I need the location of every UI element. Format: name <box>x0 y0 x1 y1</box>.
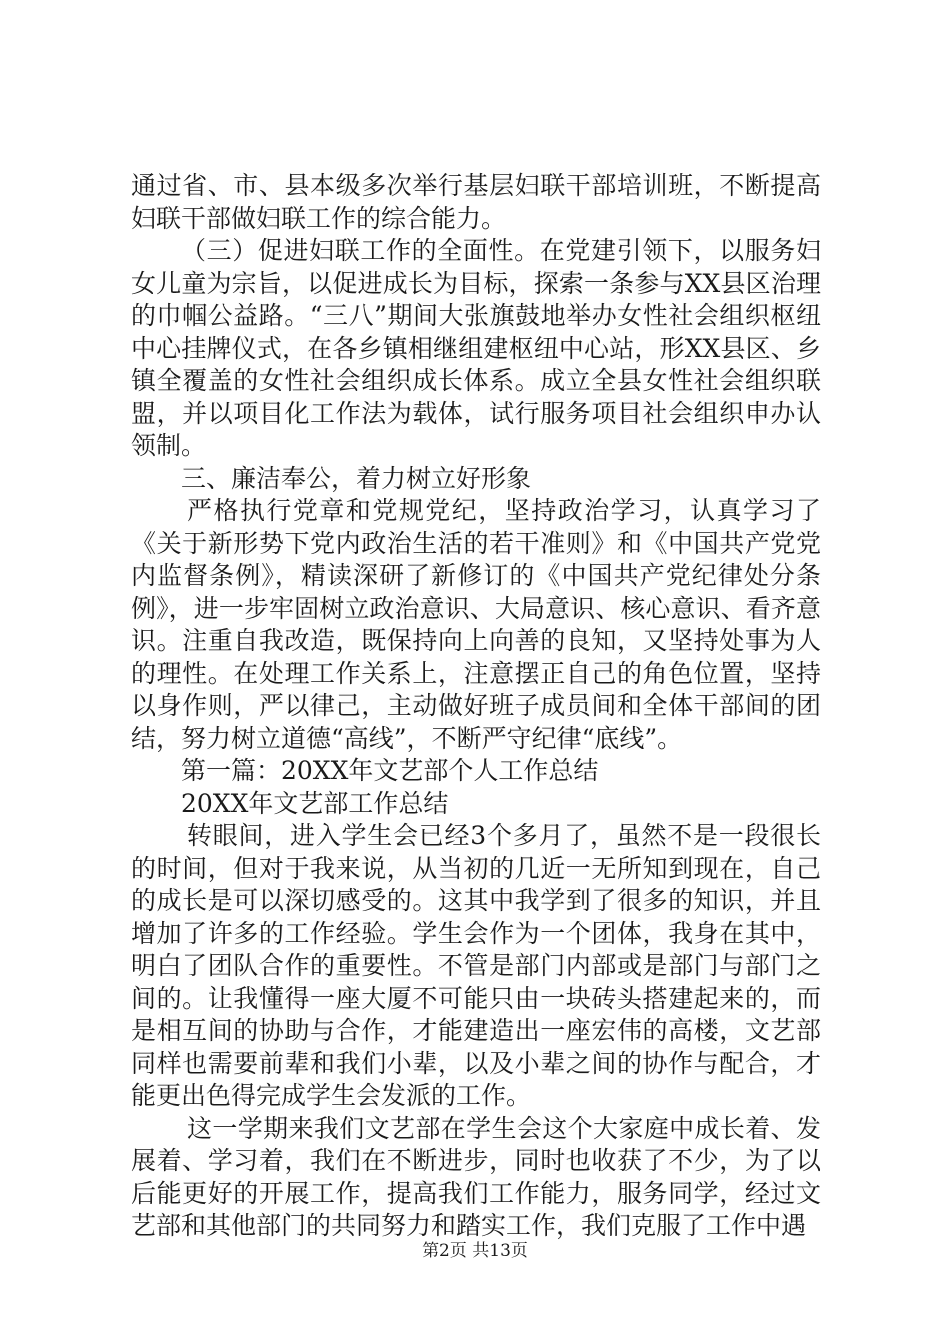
paragraph-section-3-sub: （三）促进妇联工作的全面性。在党建引领下，以服务妇女儿童为宗旨，以促进成长为目标，探索一条参与XX县区治理的巾帼公益路。“三八”期间大张旗鼓地举办女性社会组织枢纽中心挂牌仪式，在各乡镇相继组建枢纽中心站，形XX县区、乡镇全覆盖的女性社会组织成长体系。成立全县女性社会组织联盟，并以项目化工作法为载体，试行服务项目社会组织申办认领制。 <box>131 236 821 460</box>
article-subtitle: 20XX年文艺部工作总结 <box>181 788 449 818</box>
paragraph-continuation: 通过省、市、县本级多次举行基层妇联干部培训班，不断提高妇联干部做妇联工作的综合能力。 <box>131 171 821 233</box>
paragraph-semester: 这一学期来我们文艺部在学生会这个大家庭中成长着、发展着、学习着，我们在不断进步，同时也收获了不少，为了以后能更好的开展工作，提高我们工作能力，服务同学，经过文艺部和其他部门的共同努力和踏实工作，我们克服了工作中遇 <box>131 1113 821 1240</box>
page-number-footer: 第2页 共13页 <box>422 1241 528 1261</box>
section-heading: 三、廉洁奉公，着力树立好形象 <box>181 463 532 493</box>
paragraph-integrity: 严格执行党章和党规党纪，坚持政治学习，认真学习了《关于新形势下党内政治生活的若干准则》和《中国共产党党内监督条例》，精读深研了新修订的《中国共产党纪律处分条例》，进一步牢固树立政治意识、大局意识、核心意识、看齐意识。注重自我改造，既保持向上向善的良知，又坚持处事为人的理性。在处理工作关系上，注意摆正自己的角色位置，坚持以身作则，严以律己，主动做好班子成员间和全体干部间的团结，努力树立道德“高线”，不断严守纪律“底线”。 <box>131 496 821 753</box>
document-body <box>131 170 821 1243</box>
article-title: 第一篇：20XX年文艺部个人工作总结 <box>181 756 599 785</box>
paragraph-intro: 转眼间，进入学生会已经3个多月了，虽然不是一段很长的时间，但对于我来说，从当初的几近一无所知到现在，自己的成长是可以深切感受的。这其中我学到了很多的知识，并且增加了许多的工作经验。学生会作为一个团体，我身在其中，明白了团队合作的重要性。不管是部门内部或是部门与部门之间的。让我懂得一座大厦不可能只由一块砖头搭建起来的，而是相互间的协助与合作，才能建造出一座宏伟的高楼，文艺部同样也需要前辈和我们小辈，以及小辈之间的协作与配合，才能更出色得完成学生会发派的工作。 <box>131 821 821 1110</box>
